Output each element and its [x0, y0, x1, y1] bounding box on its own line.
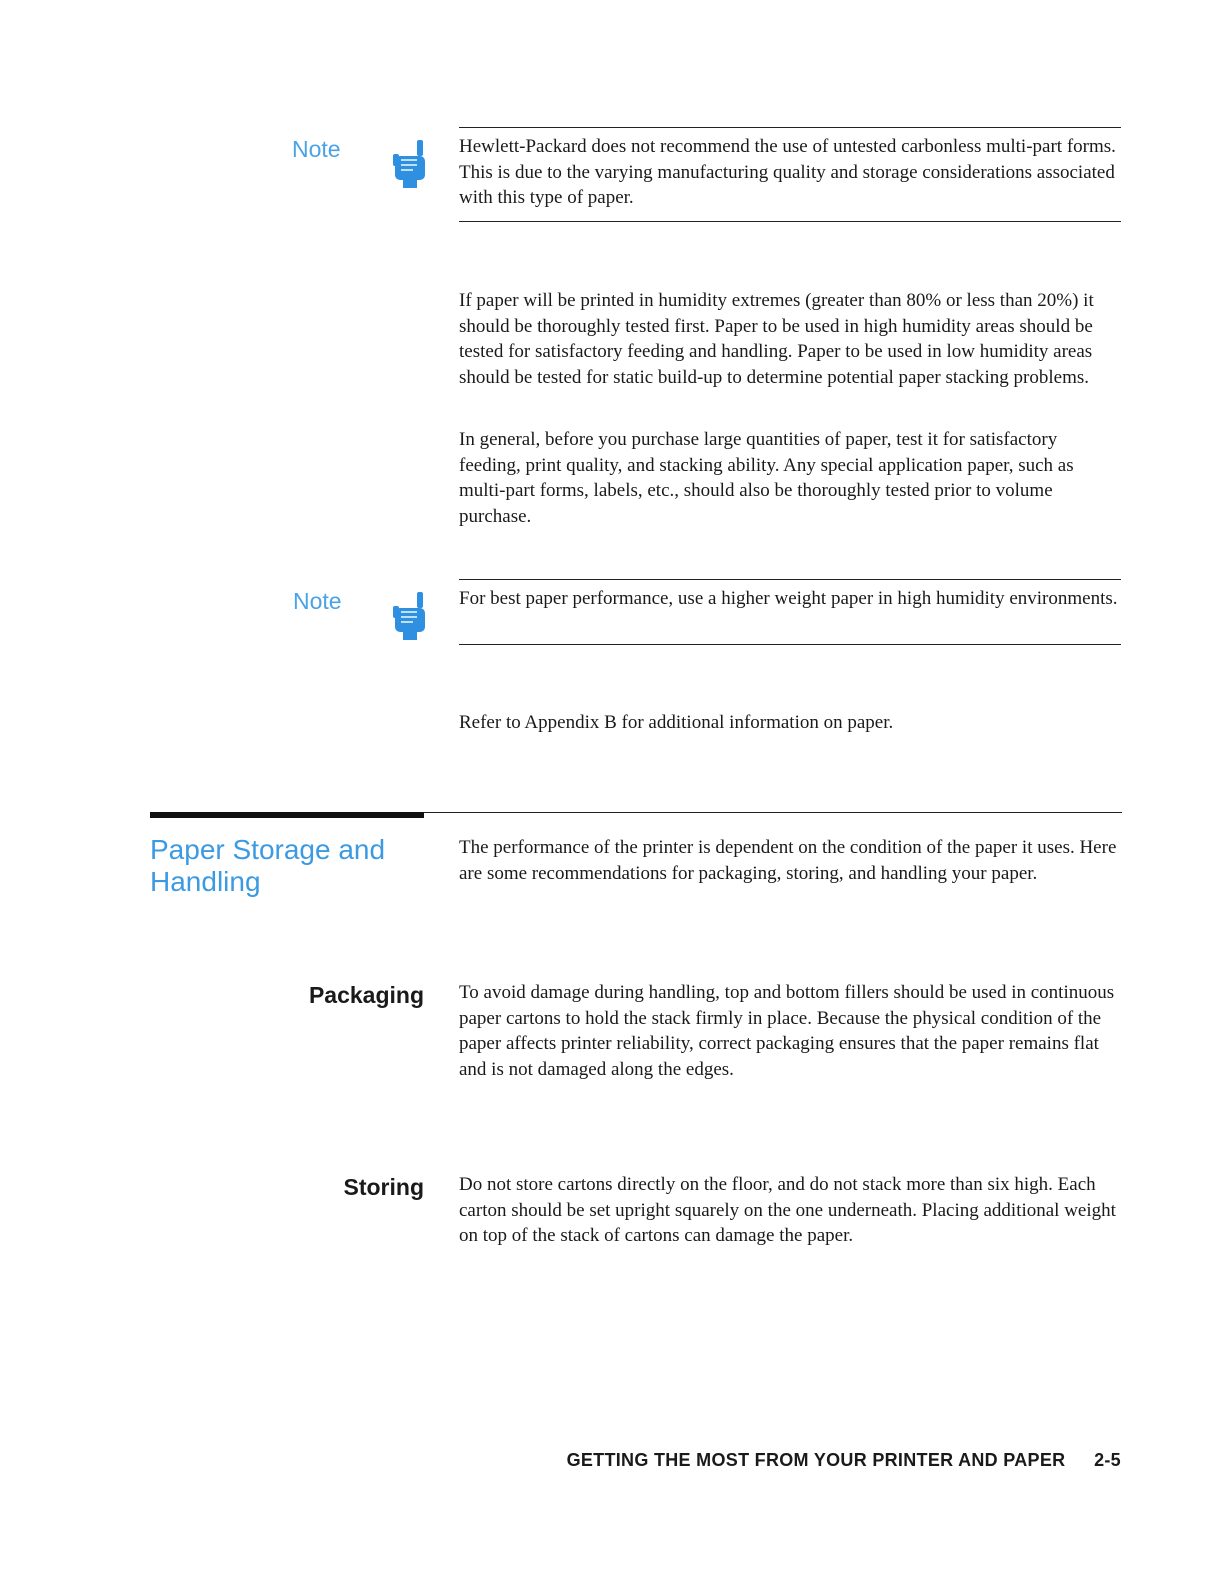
humidity-paragraph: If paper will be printed in humidity extremes (greater than 80% or less than 20%) it should be thoroughly tested first. Paper to be used in high humidity areas should be tested for satisfactory feeding and handling. Paper to be used in low humidity areas should be tested for static build-up to determine potential paper stacking problems.	[459, 290, 1094, 388]
note-text: For best paper performance, use a higher weight paper in high humidity environments.	[459, 588, 1118, 609]
refer-paragraph: Refer to Appendix B for additional information on paper.	[459, 712, 894, 733]
note-label: Note	[292, 136, 341, 162]
section-thick-rule	[150, 812, 424, 818]
note-bottom-rule	[459, 644, 1121, 645]
general-paragraph: In general, before you purchase large quantities of paper, test it for satisfactory feeding, print quality, and stacking ability. Any special application paper, such as multi-part forms, labels, etc., should also be thoroughly tested prior to volume purchase.	[459, 429, 1074, 527]
section-title: Paper Storage and Handling	[150, 834, 386, 897]
pointing-hand-icon	[392, 590, 428, 647]
note-bottom-rule	[459, 221, 1121, 222]
storing-text: Do not store cartons directly on the floor, and do not stack more than six high. Each carton should be set upright squarely on the one underneath. Placing additional weight on top of the stack of cartons can damage the paper.	[459, 1174, 1116, 1246]
note-top-rule	[459, 127, 1121, 128]
section-intro: The performance of the printer is dependent on the condition of the paper it uses. Here are some recommendations for packaging, storing, and handling your paper.	[459, 837, 1117, 884]
packaging-heading: Packaging	[308, 982, 424, 1008]
pointing-hand-icon	[392, 138, 428, 195]
storing-heading: Storing	[343, 1174, 424, 1200]
footer-title: GETTING THE MOST FROM YOUR PRINTER AND PAPER	[566, 1450, 1066, 1470]
note-text: Hewlett-Packard does not recommend the use of untested carbonless multi-part forms. This is due to the varying manufacturing quality and storage considerations associated with this type of paper.	[459, 136, 1116, 208]
note-top-rule	[459, 579, 1121, 580]
packaging-text: To avoid damage during handling, top and bottom fillers should be used in continuous paper cartons to hold the stack firmly in place. Because the physical condition of the paper affects printer reliability, correct packaging ensures that the paper remains flat and is not damaged along the edges.	[459, 982, 1115, 1080]
note-label: Note	[293, 588, 342, 614]
page-footer	[567, 1450, 1121, 1471]
section-thin-rule	[424, 812, 1122, 813]
page-number: 2-5	[1094, 1450, 1121, 1470]
